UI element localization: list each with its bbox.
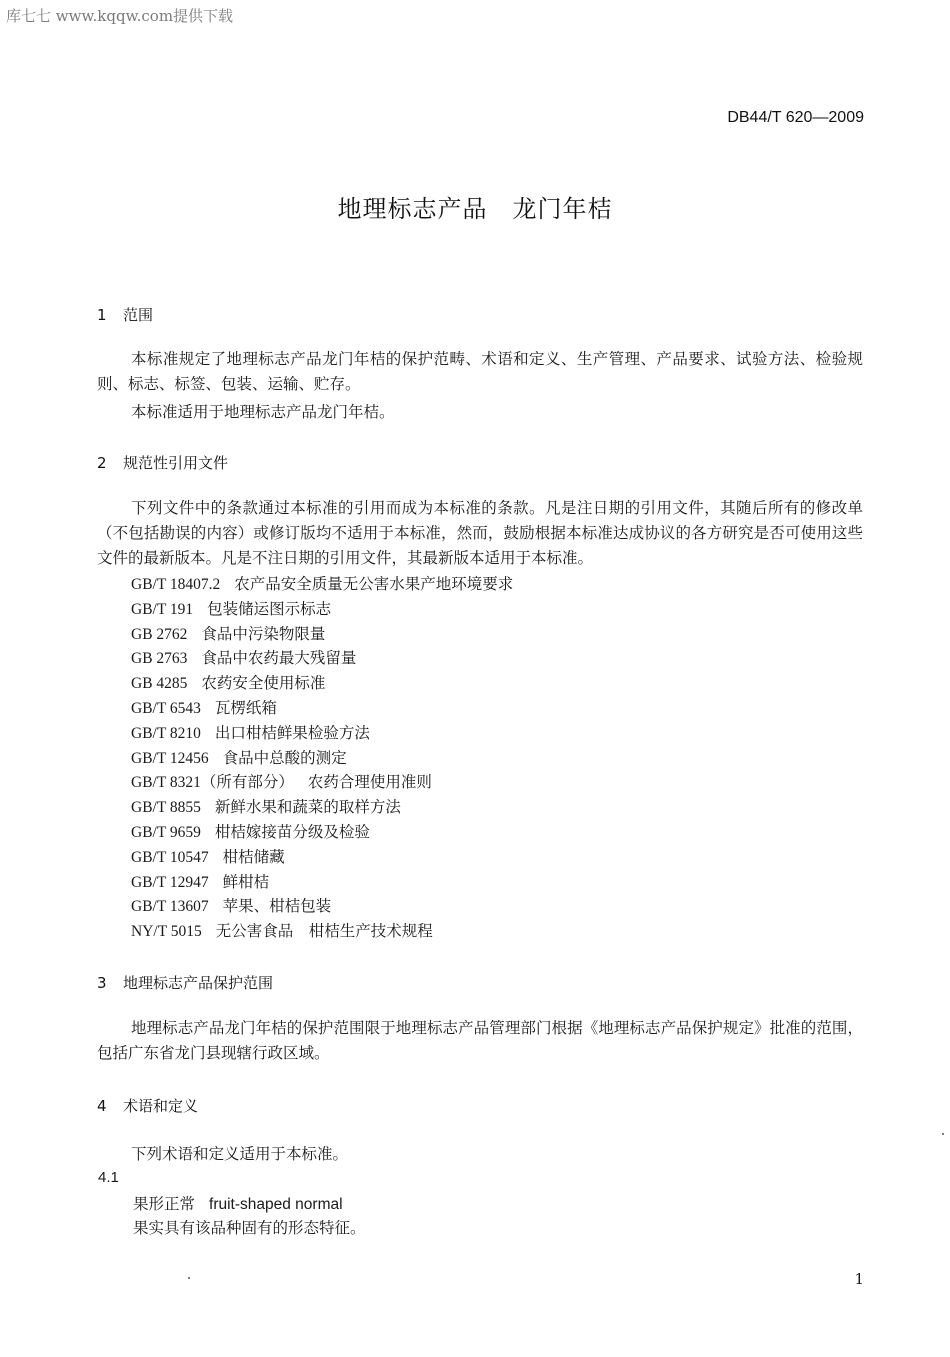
section-number: 2 xyxy=(97,454,107,472)
section-title: 规范性引用文件 xyxy=(123,454,229,472)
section-heading-normative-references xyxy=(97,452,228,473)
reference-item xyxy=(131,746,513,771)
section-number: 1 xyxy=(97,306,107,324)
reference-code: GB/T 13607 xyxy=(131,898,209,916)
section-number: 4 xyxy=(97,1097,107,1115)
reference-item xyxy=(131,622,513,647)
reference-code: GB/T 191 xyxy=(131,600,194,618)
reference-item xyxy=(131,870,513,895)
reference-code: GB/T 9659 xyxy=(131,823,201,841)
reference-title: 食品中总酸的测定 xyxy=(222,748,347,767)
reference-code: GB/T 12947 xyxy=(131,873,209,891)
reference-code: GB/T 8321（所有部分） xyxy=(131,774,294,792)
reference-item xyxy=(131,795,513,820)
reference-title: 农药安全使用标准 xyxy=(201,674,326,693)
reference-code: GB 2763 xyxy=(131,650,188,668)
reference-title: 瓦楞纸箱 xyxy=(214,698,277,717)
reference-item xyxy=(131,845,513,870)
section-title: 术语和定义 xyxy=(123,1097,199,1115)
reference-item xyxy=(131,696,513,721)
reference-title: 柑桔储藏 xyxy=(222,847,285,866)
reference-item xyxy=(131,919,513,944)
reference-title: 鲜柑桔 xyxy=(222,872,270,891)
watermark-text: 库七七 www.kqqw.com提供下载 xyxy=(6,7,234,25)
reference-title: 新鲜水果和蔬菜的取样方法 xyxy=(214,798,401,817)
scope-applicability: 本标准适用于地理标志产品龙门年桔。 xyxy=(131,403,395,421)
reference-title: 农产品安全质量无公害水果产地环境要求 xyxy=(234,575,514,593)
reference-title: 无公害食品 柑桔生产技术规程 xyxy=(215,922,433,941)
term-entry xyxy=(133,1192,343,1214)
scan-speck xyxy=(942,1133,944,1135)
section-heading-terms xyxy=(97,1095,198,1116)
protection-scope-paragraph: 地理标志产品龙门年桔的保护范围限于地理标志产品管理部门根据《地理标志产品保护规定》批准的范围，包括广东省龙门县现辖行政区域。 xyxy=(97,1019,863,1062)
reference-item xyxy=(131,597,513,622)
reference-code: GB 4285 xyxy=(131,675,188,693)
reference-code: GB/T 6543 xyxy=(131,699,201,717)
reference-code: GB/T 8855 xyxy=(131,799,201,817)
section-number: 3 xyxy=(97,974,107,992)
reference-title: 包装储运图示标志 xyxy=(207,599,332,618)
page-number: 1 xyxy=(854,1270,864,1288)
scope-paragraph: 本标准规定了地理标志产品龙门年桔的保护范畴、术语和定义、生产管理、产品要求、试验方法、检验规则、标志、标签、包装、运输、贮存。 xyxy=(97,350,863,393)
term-number: 4.1 xyxy=(98,1169,119,1186)
reference-item xyxy=(131,646,513,671)
standard-code: DB44/T 620—2009 xyxy=(727,109,864,126)
reference-item xyxy=(131,572,513,597)
reference-title: 食品中农药最大残留量 xyxy=(201,649,357,668)
reference-title: 农药合理使用准则 xyxy=(307,773,432,792)
section-heading-protection-scope xyxy=(97,972,273,993)
document-title: 地理标志产品 龙门年桔 xyxy=(337,195,613,223)
references-paragraph: 下列文件中的条款通过本标准的引用而成为本标准的条款。凡是注日期的引用文件，其随后所有的修改单（不包括勘误的内容）或修订版均不适用于本标准，然而，鼓励根据本标准达成协议的各方研究是否可使用这些文件的最新版本。凡是不注日期的引用文件，其最新版本适用于本标准。 xyxy=(97,499,863,567)
section-title: 地理标志产品保护范围 xyxy=(123,974,274,992)
reference-item xyxy=(131,721,513,746)
section-heading-scope xyxy=(97,304,153,325)
reference-item xyxy=(131,894,513,919)
term-chinese: 果形正常 xyxy=(133,1195,196,1213)
reference-code: GB/T 10547 xyxy=(131,848,209,866)
scan-speck xyxy=(188,1277,190,1279)
reference-code: GB/T 18407.2 xyxy=(131,576,221,593)
terms-intro: 下列术语和定义适用于本标准。 xyxy=(131,1145,349,1163)
reference-item xyxy=(131,770,513,795)
reference-code: GB/T 8210 xyxy=(131,724,201,742)
reference-title: 食品中污染物限量 xyxy=(201,624,326,643)
reference-title: 柑桔嫁接苗分级及检验 xyxy=(214,822,370,841)
reference-code: GB 2762 xyxy=(131,625,188,643)
reference-code: NY/T 5015 xyxy=(131,923,202,941)
reference-item xyxy=(131,820,513,845)
reference-title: 苹果、柑桔包装 xyxy=(222,897,332,916)
term-definition: 果实具有该品种固有的形态特征。 xyxy=(133,1219,366,1237)
reference-item xyxy=(131,671,513,696)
reference-code: GB/T 12456 xyxy=(131,749,209,767)
term-english: fruit-shaped normal xyxy=(209,1196,343,1213)
reference-title: 出口柑桔鲜果检验方法 xyxy=(214,723,370,742)
reference-list xyxy=(131,572,513,944)
section-title: 范围 xyxy=(123,306,154,324)
